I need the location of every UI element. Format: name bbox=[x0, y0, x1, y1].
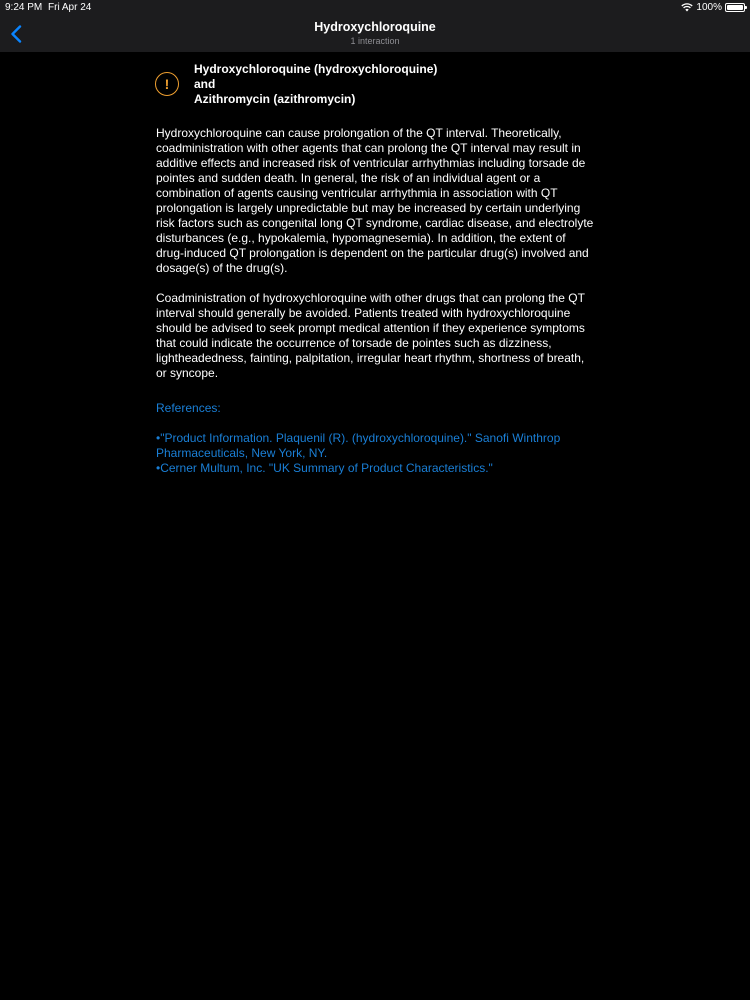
interaction-detail bbox=[156, 62, 596, 476]
battery-percent: 100% bbox=[696, 2, 722, 13]
reference-link[interactable]: • "Product Information. Plaquenil (R). (hydroxychloroquine)." Sanofi Winthrop Pharmaceuticals, New York, NY. bbox=[156, 431, 596, 461]
interaction-recommendation: Coadministration of hydroxychloroquine with other drugs that can prolong the QT interval should generally be avoided. Patients treated with hydroxychloroquine should be advised to seek prompt medical attention if they experience symptoms that could indicate the occurrence of torsade de pointes such as dizziness, lightheadedness, fainting, palpitation, irregular heart rhythm, shortness of breath, or syncope. bbox=[156, 291, 585, 380]
status-date: Fri Apr 24 bbox=[48, 2, 92, 13]
status-time: 9:24 PM bbox=[5, 2, 43, 13]
wifi-icon bbox=[681, 3, 693, 12]
page-title: Hydroxychloroquine bbox=[314, 20, 436, 34]
references-heading: References: bbox=[156, 401, 221, 415]
page-subtitle: 1 interaction bbox=[350, 36, 400, 46]
conjunction: and bbox=[194, 77, 216, 91]
warning-icon: ! bbox=[155, 72, 179, 96]
navigation-bar bbox=[0, 16, 750, 52]
interaction-header bbox=[156, 62, 596, 112]
battery-icon bbox=[725, 3, 745, 12]
interaction-description: Hydroxychloroquine can cause prolongation of the QT interval. Theoretically, coadministration with other agents that can prolong the QT interval may result in additive effects and increased risk of ventricular arrhythmias including torsade de pointes and sudden death. In general, the risk of an individual agent or a combination of agents causing ventricular arrhythmia in association with QT prolongation is largely unpredictable but may be increased by certain underlying risk factors such as congenital long QT syndrome, cardiac disease, and electrolyte disturbances (e.g., hypokalemia, hypomagnesemia). In addition, the extent of drug-induced QT prolongation is dependent on the particular drug(s) involved and dosage(s) of the drug(s). bbox=[156, 126, 594, 275]
drug-pair bbox=[194, 62, 437, 107]
status-indicators bbox=[681, 2, 745, 13]
status-bar bbox=[0, 0, 750, 16]
reference-link[interactable]: • Cerner Multum, Inc. "UK Summary of Product Characteristics." bbox=[156, 461, 596, 476]
references-list bbox=[156, 431, 596, 476]
drug-a-name: Hydroxychloroquine (hydroxychloroquine) bbox=[194, 62, 438, 76]
drug-b-name: Azithromycin (azithromycin) bbox=[194, 92, 356, 106]
